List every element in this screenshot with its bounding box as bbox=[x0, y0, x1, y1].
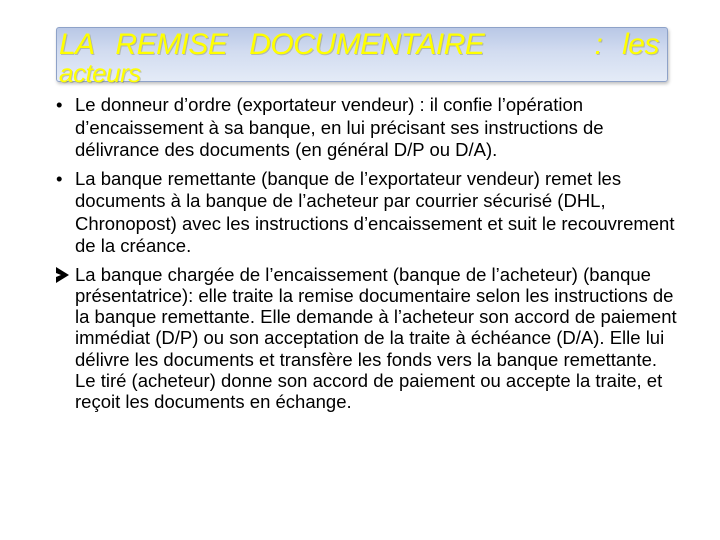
bullet-item-donneur-ordre bbox=[56, 94, 678, 162]
bullet-dot: • bbox=[56, 167, 63, 189]
title-box bbox=[56, 27, 668, 88]
slide-title-suffix: : les bbox=[594, 28, 659, 61]
slide-content bbox=[56, 94, 678, 419]
bullet-item-banque-remettante bbox=[56, 168, 678, 258]
slide-title-second-line: acteurs bbox=[59, 58, 141, 88]
bullet-text: La banque chargée de l’encaissement (banque de l’acheteur) (banque présentatrice): elle traite la remise documentaire selon les instructions de la banque remettante. Elle demande à l’acheteur son accord de paiement immédiat (D/P) ou son acceptation de la traite à échéance (D/A). Elle lui délivre les documents et transfère les fonds vers la banque remettante. Le tiré (acheteur) donne son accord de paiement ou accepte la traite, et reçoit les documents en échange. bbox=[75, 263, 677, 413]
slide-title: LA REMISE DOCUMENTAIRE bbox=[59, 28, 485, 61]
bullet-text: Le donneur d’ordre (exportateur vendeur) : il confie l’opération d’encaissement à sa banque, en lui précisant ses instructions de délivrance des documents (en général D/P ou D/A). bbox=[75, 94, 604, 160]
bullet-text: La banque remettante (banque de l’exportateur vendeur) remet les documents à la banque de l’acheteur par courrier sécurisé (DHL, Chronopost) avec les instructions d’encaissement et suit le recouvrement de la créance. bbox=[75, 167, 675, 256]
bullet-item-banque-encaissement bbox=[56, 264, 678, 413]
bullet-dot: • bbox=[56, 94, 63, 115]
arrow-icon bbox=[56, 264, 75, 287]
